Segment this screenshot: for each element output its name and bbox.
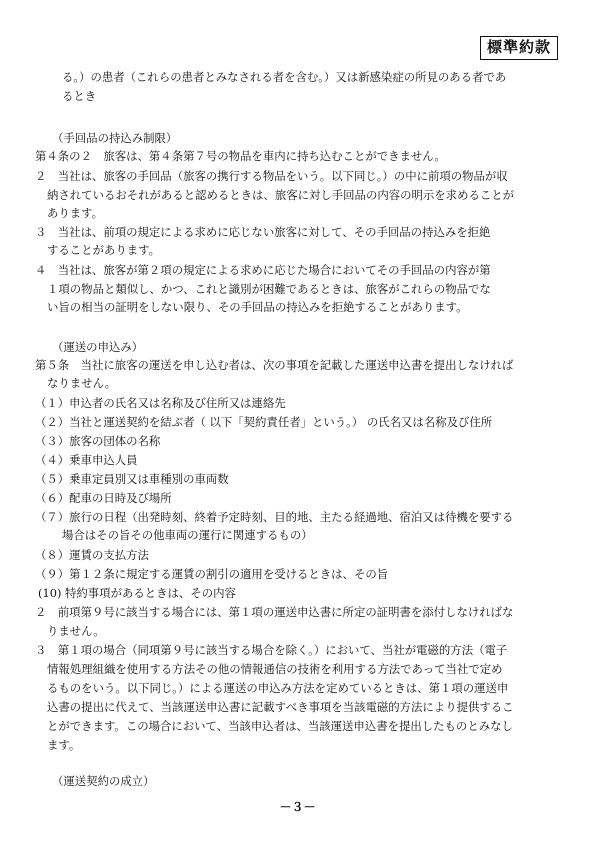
text-line: る。）の患者（これらの患者とみなされる者を含む。）又は新感染症の所見のある者であ	[62, 70, 507, 84]
text-line: ４ 当社は、旅客が第２項の規定による求めに応じた場合においてその手回品の内容が第	[35, 263, 491, 277]
text-line: るものをいう。以下同じ。）による運送の申込み方法を定めているときは、第１項の運送申	[47, 681, 509, 695]
list-item: （１）申込者の氏名又は名称及び住所又は連絡先	[35, 396, 286, 410]
section-heading: （運送契約の成立）	[52, 774, 155, 788]
list-item: （５）乗車定員別又は車種別の車両数	[35, 472, 229, 486]
text-line: ３ 当社は、前項の規定による求めに応じない旅客に対して、その手回品の持込みを拒絶	[35, 225, 491, 239]
list-item: （８）運賃の支払方法	[35, 548, 149, 562]
list-item: （９）第１２条に規定する運賃の割引の適用を受けるときは、その旨	[35, 567, 389, 581]
text-line: 込書の提出に代えて、当該運送申込書に記載すべき事項を当該電磁的方法により提供するこ	[47, 700, 514, 714]
page-number: －３－	[279, 800, 316, 814]
list-item: （２）当社と運送契約を結ぶ者（ 以下「契約責任者」という。） の氏名又は名称及び住所	[35, 415, 493, 429]
list-item: （４）乗車申込人員	[35, 453, 138, 467]
text-line: りません。	[47, 624, 105, 638]
article-line: 第５条 当社に旅客の運送を申し込む者は、次の事項を記載した運送申込書を提出しなければ	[35, 358, 514, 372]
text-line: １項の物品と類似し、かつ、これと識別が困難であるときは、旅客がこれらの物品でな	[47, 282, 491, 296]
list-item: （３）旅客の団体の名称	[35, 434, 161, 448]
section-heading: （手回品の持込み制限）	[52, 131, 178, 145]
section-heading: （運送の申込み）	[52, 340, 144, 354]
article-line: 第４条の２ 旅客は、第４条第７号の物品を車内に持ち込むことができません。	[35, 149, 446, 163]
text-line: い旨の相当の証明をしない限り、その手回品の持込みを拒絶することがあります。	[47, 300, 468, 314]
text-line: 場合はその旨その他車両の運行に関連するもの）	[62, 528, 313, 542]
standard-terms-stamp: 標準約款	[480, 36, 558, 60]
text-line: るとき	[62, 89, 97, 103]
list-item: （６）配車の日時及び場所	[35, 491, 172, 505]
text-line: なりません。	[47, 376, 117, 390]
list-item: （７）旅行の日程（出発時刻、終着予定時刻、目的地、主たる経過地、宿泊又は待機を要する	[35, 510, 514, 524]
text-line: とができます。この場合において、当該申込者は、当該運送申込書を提出したものとみなし	[47, 719, 513, 733]
text-line: 納されているおそれがあると認めるときは、旅客に対し手回品の内容の明示を求めることが	[47, 188, 515, 202]
list-item: (10) 特約事項があるときは、その内容	[38, 586, 236, 600]
text-line: ２ 前項第９号に該当する場合には、第１項の運送申込書に所定の証明書を添付しなければな	[35, 605, 514, 619]
text-line: あります。	[47, 206, 104, 220]
text-line: ２ 当社は、旅客の手回品（旅客の携行する物品をいう。以下同じ。）の中に前項の物品が収	[35, 169, 508, 183]
text-line: ます。	[47, 738, 81, 752]
text-line: することがあります。	[47, 243, 160, 257]
text-line: 情報処理組織を使用する方法その他の情報通信の技術を利用する方法であって当社で定め	[47, 662, 503, 676]
text-line: ３ 第１項の場合（同項第９号に該当する場合を除く。）において、当社が電磁的方法（電子	[35, 643, 508, 657]
